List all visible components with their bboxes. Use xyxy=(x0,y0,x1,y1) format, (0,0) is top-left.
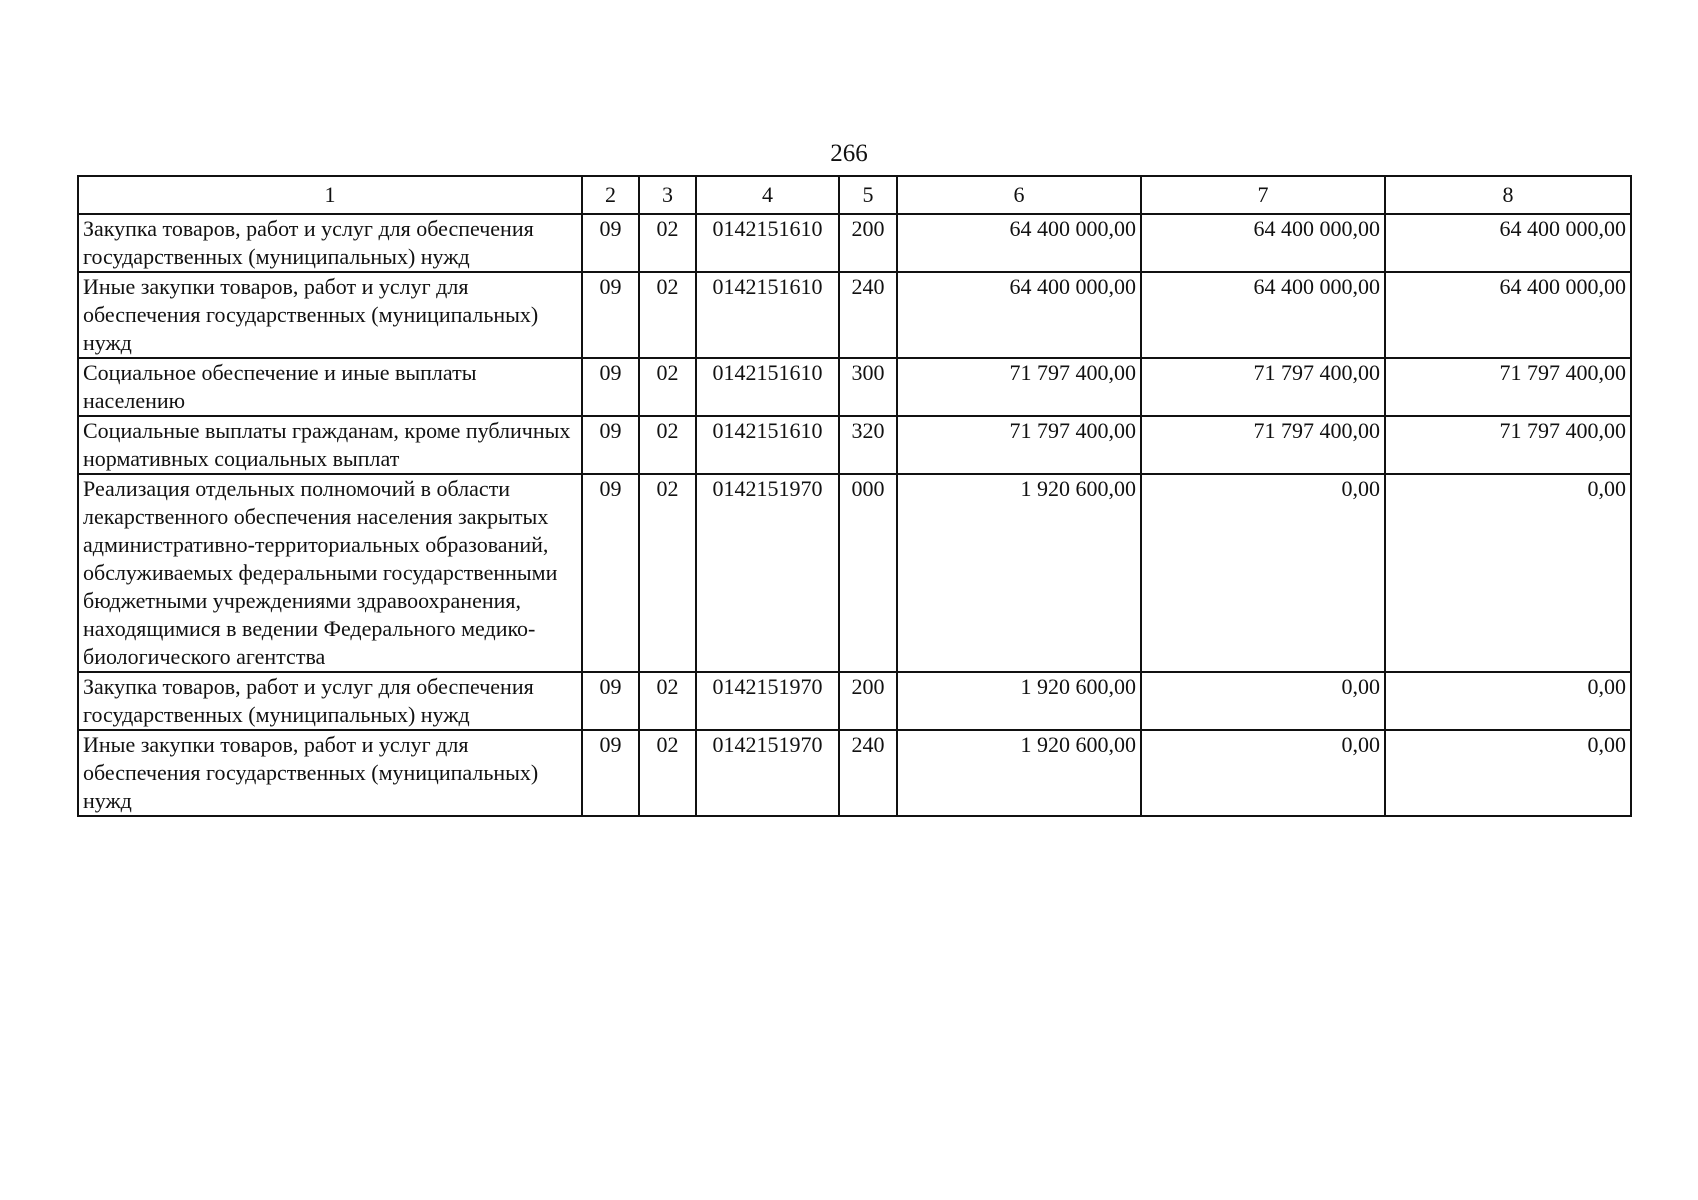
amount-col8-cell: 64 400 000,00 xyxy=(1385,214,1631,272)
row-name-cell: Иные закупки товаров, работ и услуг для обеспечения государственных (муниципальных) нужд xyxy=(78,730,582,816)
expense-type-cell: 200 xyxy=(839,672,897,730)
expense-type-cell: 200 xyxy=(839,214,897,272)
header-cell: 3 xyxy=(639,176,696,214)
header-cell: 5 xyxy=(839,176,897,214)
header-row xyxy=(78,176,1631,214)
header-cell: 4 xyxy=(696,176,839,214)
subsection-code-cell: 02 xyxy=(639,358,696,416)
section-code-cell: 09 xyxy=(582,214,639,272)
amount-col8-cell: 0,00 xyxy=(1385,672,1631,730)
amount-col8-cell: 0,00 xyxy=(1385,730,1631,816)
amount-col6-cell: 1 920 600,00 xyxy=(897,672,1141,730)
header-cell: 7 xyxy=(1141,176,1385,214)
target-article-cell: 0142151610 xyxy=(696,358,839,416)
table-row xyxy=(78,358,1631,416)
expense-type-cell: 300 xyxy=(839,358,897,416)
subsection-code-cell: 02 xyxy=(639,214,696,272)
subsection-code-cell: 02 xyxy=(639,672,696,730)
header-cell: 2 xyxy=(582,176,639,214)
amount-col6-cell: 64 400 000,00 xyxy=(897,272,1141,358)
table-row xyxy=(78,214,1631,272)
subsection-code-cell: 02 xyxy=(639,272,696,358)
subsection-code-cell: 02 xyxy=(639,730,696,816)
section-code-cell: 09 xyxy=(582,358,639,416)
section-code-cell: 09 xyxy=(582,474,639,672)
amount-col7-cell: 0,00 xyxy=(1141,730,1385,816)
target-article-cell: 0142151970 xyxy=(696,730,839,816)
row-name-cell: Социальные выплаты гражданам, кроме публичных нормативных социальных выплат xyxy=(78,416,582,474)
subsection-code-cell: 02 xyxy=(639,474,696,672)
header-cell: 6 xyxy=(897,176,1141,214)
target-article-cell: 0142151610 xyxy=(696,214,839,272)
amount-col7-cell: 0,00 xyxy=(1141,672,1385,730)
amount-col6-cell: 1 920 600,00 xyxy=(897,730,1141,816)
amount-col8-cell: 71 797 400,00 xyxy=(1385,416,1631,474)
table-row xyxy=(78,672,1631,730)
subsection-code-cell: 02 xyxy=(639,416,696,474)
amount-col8-cell: 0,00 xyxy=(1385,474,1631,672)
section-code-cell: 09 xyxy=(582,272,639,358)
row-name-cell: Закупка товаров, работ и услуг для обеспечения государственных (муниципальных) нужд xyxy=(78,672,582,730)
amount-col8-cell: 64 400 000,00 xyxy=(1385,272,1631,358)
amount-col6-cell: 1 920 600,00 xyxy=(897,474,1141,672)
expense-type-cell: 240 xyxy=(839,272,897,358)
header-cell: 1 xyxy=(78,176,582,214)
table-row xyxy=(78,416,1631,474)
amount-col6-cell: 64 400 000,00 xyxy=(897,214,1141,272)
target-article-cell: 0142151970 xyxy=(696,474,839,672)
table-row xyxy=(78,730,1631,816)
section-code-cell: 09 xyxy=(582,416,639,474)
amount-col7-cell: 64 400 000,00 xyxy=(1141,272,1385,358)
row-name-cell: Закупка товаров, работ и услуг для обеспечения государственных (муниципальных) нужд xyxy=(78,214,582,272)
expense-type-cell: 000 xyxy=(839,474,897,672)
row-name-cell: Реализация отдельных полномочий в области лекарственного обеспечения населения закрытых административно-территориальных образований, обслуживаемых федеральными государственными бюджетными учреждениями здравоохранения, находящимися в ведении Федерального медико-биологического агентства xyxy=(78,474,582,672)
section-code-cell: 09 xyxy=(582,672,639,730)
table-row xyxy=(78,474,1631,672)
row-name-cell: Иные закупки товаров, работ и услуг для обеспечения государственных (муниципальных) нужд xyxy=(78,272,582,358)
row-name-cell: Социальное обеспечение и иные выплаты населению xyxy=(78,358,582,416)
target-article-cell: 0142151970 xyxy=(696,672,839,730)
amount-col7-cell: 71 797 400,00 xyxy=(1141,358,1385,416)
table-row xyxy=(78,272,1631,358)
amount-col7-cell: 71 797 400,00 xyxy=(1141,416,1385,474)
expense-type-cell: 320 xyxy=(839,416,897,474)
amount-col7-cell: 0,00 xyxy=(1141,474,1385,672)
amount-col6-cell: 71 797 400,00 xyxy=(897,416,1141,474)
amount-col7-cell: 64 400 000,00 xyxy=(1141,214,1385,272)
amount-col6-cell: 71 797 400,00 xyxy=(897,358,1141,416)
budget-table xyxy=(77,175,1632,817)
target-article-cell: 0142151610 xyxy=(696,272,839,358)
section-code-cell: 09 xyxy=(582,730,639,816)
expense-type-cell: 240 xyxy=(839,730,897,816)
header-cell: 8 xyxy=(1385,176,1631,214)
amount-col8-cell: 71 797 400,00 xyxy=(1385,358,1631,416)
page-number: 266 xyxy=(830,140,868,167)
target-article-cell: 0142151610 xyxy=(696,416,839,474)
